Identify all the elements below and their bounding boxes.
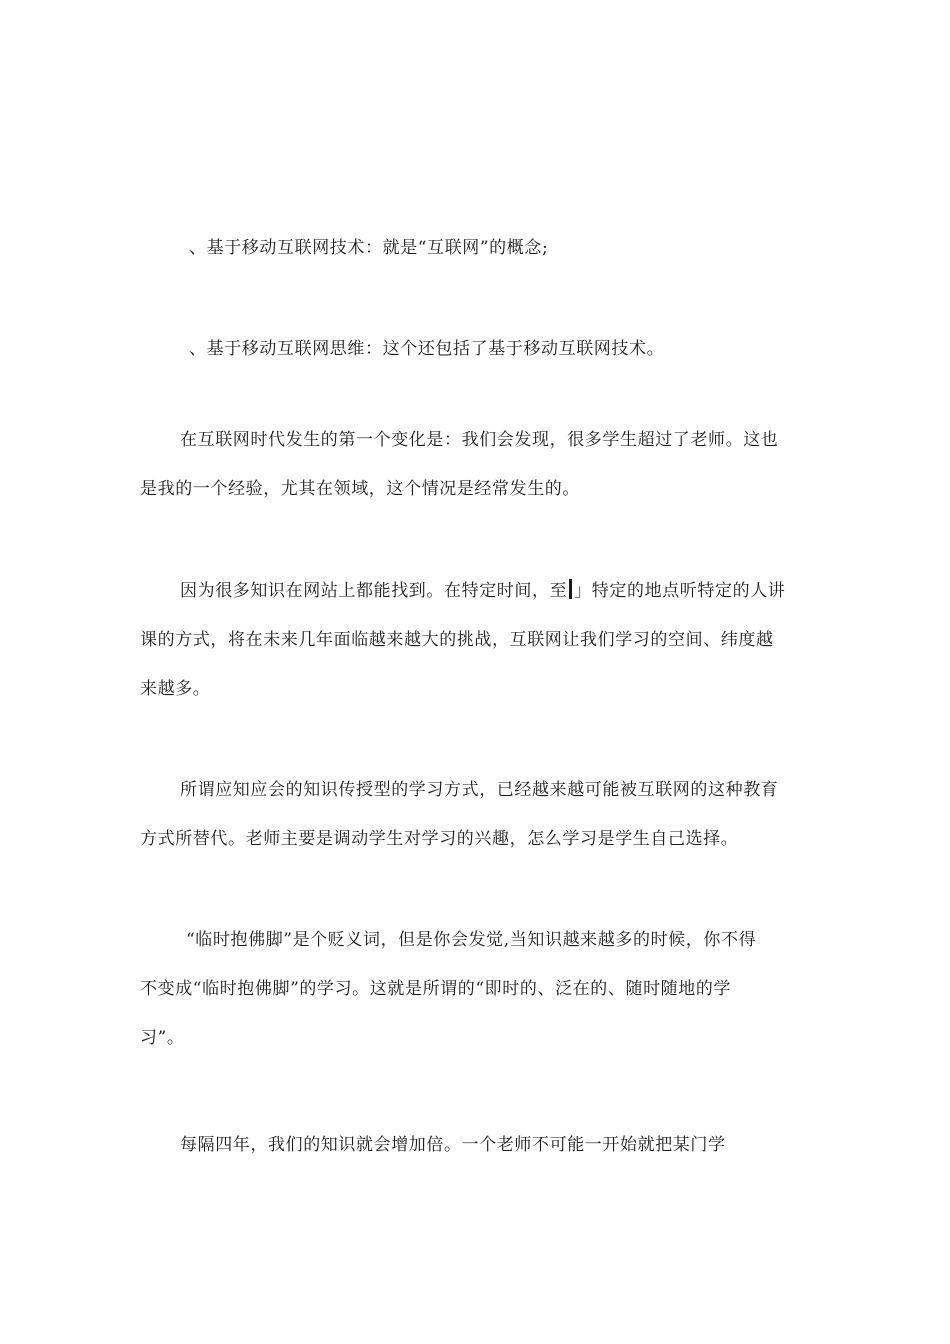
paragraph-4-line-1: “临时抱佛脚”是个贬义词，但是你会发觉,当知识越来越多的时候，你不得 [186,930,757,950]
list-item-2: 、基于移动互联网思维：这个还包括了基于移动互联网技术。 [189,339,665,359]
paragraph-1-line-2: 是我的一个经验，尤其在领域，这个情况是经常发生的。 [140,479,580,499]
paragraph-2-line-2: 课的方式，将在未来几年面临越来越大的挑战，互联网让我们学习的空间、纬度越 [140,630,774,650]
paragraph-3-line-2: 方式所替代。老师主要是调动学生对学习的兴趣，怎么学习是学生自己选择。 [140,829,739,849]
paragraph-4-line-3: 习”。 [140,1028,185,1048]
paragraph-5-line-1: 每隔四年，我们的知识就会增加倍。一个老师不可能一开始就把某门学 [180,1135,726,1155]
paragraph-2-line-1-part-b: 」特定的地点听特定的人讲 [574,581,786,601]
paragraph-2-line-3: 来越多。 [140,679,211,699]
text-cursor-mark [569,579,572,599]
paragraph-1-line-1: 在互联网时代发生的第一个变化是：我们会发现，很多学生超过了老师。这也 [180,430,779,450]
paragraph-4-line-2: 不变成“临时抱佛脚”的学习。这就是所谓的“即时的、泛在的、随时随地的学 [140,979,732,999]
paragraph-2-line-1 [180,579,785,603]
paragraph-2-line-1-part-a: 因为很多知识在网站上都能找到。在特定时间，至 [180,581,568,601]
list-item-1: 、基于移动互联网技术：就是“互联网”的概念; [189,238,549,258]
paragraph-3-line-1: 所谓应知应会的知识传授型的学习方式，已经越来越可能被互联网的这种教育 [180,780,779,800]
